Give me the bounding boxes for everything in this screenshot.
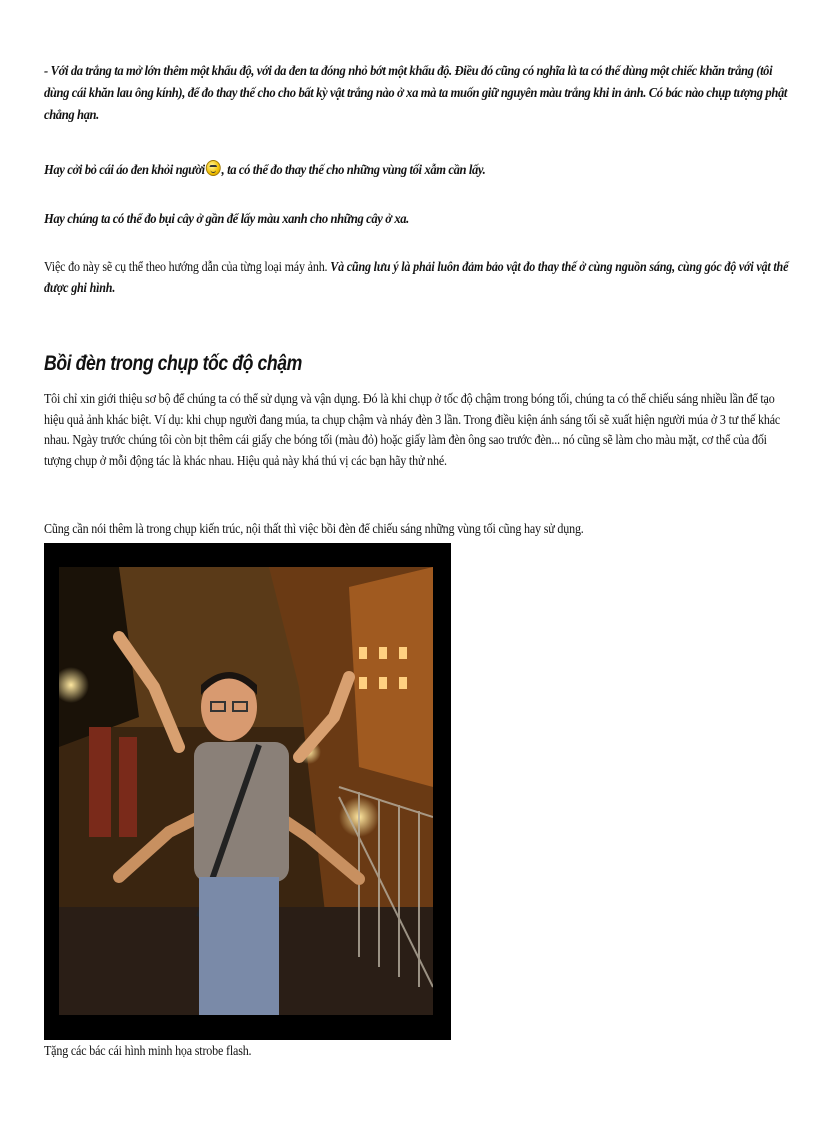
paragraph-white-skin: - Với da trắng ta mở lớn thêm một khẩu độ, với da đen ta đóng nhỏ bớt một khẩu độ. Điều đó cũng có nghĩa là ta có thể dùng một chiếc khăn trắng (tôi dùng cái khăn lau ông kính), để đo thay thế cho cho bất kỳ vật trắng nào ở xa mà ta muốn giữ nguyên màu trắng khi in ảnh. Có bác nào chụp tượng phật chẳng hạn.	[44, 63, 787, 122]
paragraph-strobe-intro: Tôi chỉ xin giới thiệu sơ bộ để chúng ta có thể sử dụng và vận dụng. Đó là khi chụp ở tốc độ chậm trong bóng tối, chúng ta có thể chiếu sáng nhiều lần để tạo hiệu quả ảnh khác biệt. Ví dụ: khi chụp người đang múa, ta chụp chậm và nháy đèn 3 lần. Trong điều kiện ánh sáng tối sẽ xuất hiện người múa ở 3 tư thế khác nhau. Ngày trước chúng tôi còn bịt thêm cái giấy che bóng tối (màu đỏ) hoặc giấy làm đèn ông sao trước đèn... nó cũng sẽ làm cho màu mặt, cơ thể của đối tượng chụp ở mỗi động tác là khác nhau. Hiệu quả này khá thú vị các bạn hãy thử nhé.	[44, 392, 781, 469]
paragraph-architecture: Cũng cần nói thêm là trong chụp kiến trúc, nội thất thì việc bồi đèn để chiếu sáng những vùng tối cũng hay sử dụng.	[44, 522, 584, 537]
photo-caption: Tặng các bác cái hình minh họa strobe flash.	[44, 1044, 252, 1059]
paragraph-camera-note-body	[44, 258, 794, 299]
paragraph-black-shirt-text-end: , ta có thể đo thay thế cho những vùng tối xẫm cần lấy.	[221, 162, 486, 177]
photo-illustration	[59, 567, 433, 1015]
smiley-icon	[206, 160, 221, 176]
paragraph-camera-note	[44, 258, 796, 299]
paragraph-bush: Hay chúng ta có thể đo bụi cây ở gần để lấy màu xanh cho những cây ở xa.	[44, 211, 409, 226]
camera-note-regular: Việc đo này sẽ cụ thể theo hướng dẫn của từng loại máy ảnh.	[44, 260, 331, 275]
section-heading: Bồi đèn trong chụp tốc độ chậm	[44, 352, 302, 375]
photo-image	[59, 567, 433, 1015]
paragraph-black-shirt-text: Hay cởi bỏ cái áo đen khỏi người	[44, 162, 205, 177]
strobe-flash-photo	[44, 543, 451, 1040]
camera-note-bold: Và cũng lưu ý là phải luôn đảm bảo vật đo thay thế ở cùng nguồn sáng, cùng góc độ với vật thể được ghi hình.	[44, 260, 789, 296]
paragraph-black-shirt	[44, 159, 795, 181]
